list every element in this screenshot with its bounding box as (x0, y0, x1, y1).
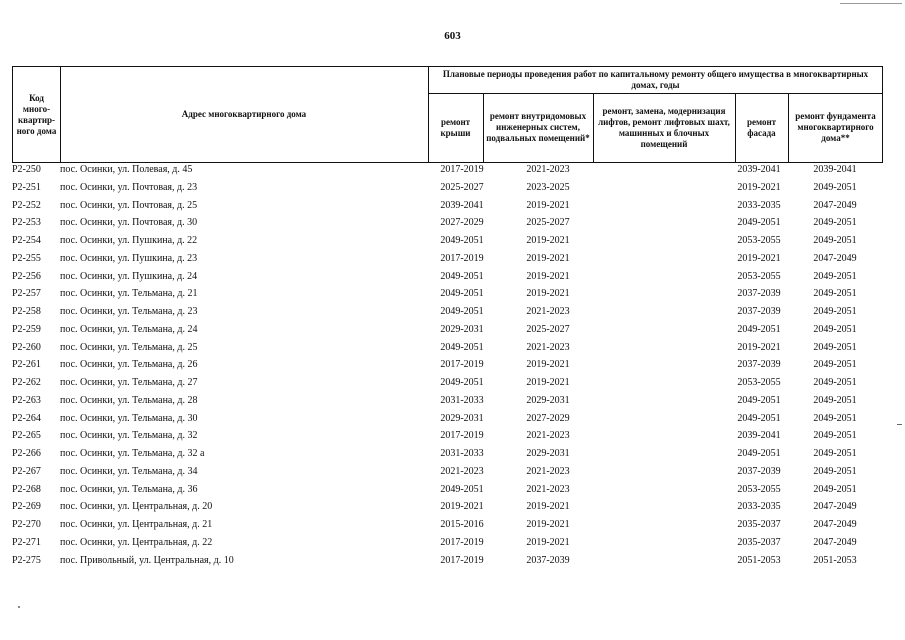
table-row (12, 358, 883, 376)
cell-address: пос. Привольный, ул. Центральная, д. 10 (60, 554, 234, 566)
cell-facade: 2037-2039 (737, 288, 781, 300)
cell-code: Р2-265 (12, 430, 41, 442)
table-body (12, 163, 883, 571)
cell-foundation: 2039-2041 (813, 164, 857, 175)
cell-address: пос. Осинки, ул. Пушкина, д. 24 (60, 270, 198, 282)
table-row (12, 181, 883, 199)
cell-engineering: 2029-2031 (526, 394, 570, 406)
cell-address: пос. Осинки, ул. Центральная, д. 21 (60, 519, 213, 530)
cell-engineering: 2019-2021 (526, 501, 570, 513)
cell-foundation: 2049-2051 (813, 270, 857, 282)
cell-roof: 2021-2023 (440, 465, 484, 477)
table-row (12, 199, 883, 217)
header-engineering: ремонт внутридомовых инженерных систем, подвальных помещений* (486, 111, 590, 143)
cell-address: пос. Осинки, ул. Тельмана, д. 34 (60, 465, 198, 477)
cell-roof: 2049-2051 (440, 288, 484, 300)
table-row (12, 376, 883, 394)
table-header (12, 66, 883, 163)
cell-code: Р2-269 (12, 501, 41, 513)
cell-roof: 2049-2051 (440, 235, 484, 246)
cell-engineering: 2019-2021 (526, 252, 570, 264)
cell-facade: 2053-2055 (737, 483, 781, 495)
cell-code: Р2-266 (12, 448, 41, 459)
cell-roof: 2017-2019 (440, 554, 484, 566)
cell-code: Р2-271 (12, 536, 41, 548)
cell-foundation: 2049-2051 (813, 394, 857, 406)
cell-facade: 2037-2039 (737, 465, 781, 477)
cell-facade: 2053-2055 (737, 377, 781, 388)
cell-roof: 2017-2019 (440, 430, 484, 442)
cell-foundation: 2049-2051 (813, 430, 857, 442)
cell-address: пос. Осинки, ул. Тельмана, д. 28 (60, 394, 198, 406)
cell-code: Р2-257 (12, 288, 41, 300)
cell-code: Р2-261 (12, 359, 41, 371)
header-roof: ремонт крыши (440, 116, 471, 138)
cell-code: Р2-252 (12, 199, 41, 211)
cell-address: пос. Осинки, ул. Тельмана, д. 32 а (60, 448, 205, 459)
cell-roof: 2015-2016 (440, 519, 484, 530)
cell-facade: 2049-2051 (737, 448, 781, 459)
cell-code: Р2-259 (12, 323, 41, 335)
table-row (12, 465, 883, 483)
cell-engineering: 2025-2027 (526, 323, 570, 335)
header-code: Код много-квартир-ного дома (16, 92, 57, 136)
cell-foundation: 2051-2053 (813, 554, 857, 566)
cell-facade: 2049-2051 (737, 217, 781, 229)
table-row (12, 483, 883, 501)
cell-address: пос. Осинки, ул. Почтовая, д. 25 (60, 199, 198, 211)
cell-engineering: 2019-2021 (526, 288, 570, 300)
top-edge-rule (840, 3, 902, 4)
cell-engineering: 2029-2031 (526, 448, 570, 459)
table-row (12, 163, 883, 181)
header-lifts: ремонт, замена, модернизация лифтов, ремонт лифтовых шахт, машинных и блочных помещений (598, 105, 730, 149)
cell-code: Р2-268 (12, 483, 41, 495)
table-row (12, 270, 883, 288)
cell-foundation: 2049-2051 (813, 465, 857, 477)
cell-facade: 2037-2039 (737, 359, 781, 371)
cell-engineering: 2021-2023 (526, 483, 570, 495)
cell-code: Р2-258 (12, 306, 41, 317)
cell-facade: 2053-2055 (737, 235, 781, 246)
cell-foundation: 2049-2051 (813, 217, 857, 229)
cell-address: пос. Осинки, ул. Центральная, д. 22 (60, 536, 213, 548)
cell-engineering: 2021-2023 (526, 164, 570, 175)
header-foundation: ремонт фундамента многоквартирного дома** (795, 111, 876, 143)
cell-address: пос. Осинки, ул. Тельмана, д. 32 (60, 430, 198, 442)
cell-roof: 2017-2019 (440, 252, 484, 264)
cell-foundation: 2049-2051 (813, 235, 857, 246)
cell-facade: 2019-2021 (737, 252, 781, 264)
cell-roof: 2029-2031 (440, 412, 484, 424)
cell-roof: 2049-2051 (440, 306, 484, 317)
table-row (12, 447, 883, 465)
cell-foundation: 2049-2051 (813, 483, 857, 495)
table-row (12, 500, 883, 518)
table-row (12, 252, 883, 270)
cell-facade: 2049-2051 (737, 394, 781, 406)
header-facade: ремонт фасада (746, 116, 777, 138)
cell-roof: 2027-2029 (440, 217, 484, 229)
cell-roof: 2031-2033 (440, 448, 484, 459)
cell-facade: 2053-2055 (737, 270, 781, 282)
cell-foundation: 2049-2051 (813, 448, 857, 459)
cell-code: Р2-255 (12, 252, 41, 264)
header-address: Адрес многоквартирного дома (181, 109, 307, 119)
cell-address: пос. Осинки, ул. Тельмана, д. 24 (60, 323, 198, 335)
table-row (12, 394, 883, 412)
cell-address: пос. Осинки, ул. Тельмана, д. 23 (60, 306, 198, 317)
cell-code: Р2-263 (12, 394, 41, 406)
cell-engineering: 2021-2023 (526, 430, 570, 442)
cell-facade: 2049-2051 (737, 323, 781, 335)
cell-engineering: 2019-2021 (526, 536, 570, 548)
cell-foundation: 2049-2051 (813, 306, 857, 317)
cell-code: Р2-267 (12, 465, 41, 477)
table-row (12, 429, 883, 447)
cell-facade: 2035-2037 (737, 536, 781, 548)
cell-code: Р2-253 (12, 217, 41, 229)
cell-engineering: 2019-2021 (526, 377, 570, 388)
scan-dot (18, 606, 20, 608)
cell-roof: 2029-2031 (440, 323, 484, 335)
cell-address: пос. Осинки, ул. Тельмана, д. 26 (60, 359, 198, 371)
cell-roof: 2049-2051 (440, 270, 484, 282)
cell-code: Р2-250 (12, 164, 41, 175)
cell-address: пос. Осинки, ул. Центральная, д. 20 (60, 501, 213, 513)
cell-address: пос. Осинки, ул. Почтовая, д. 23 (60, 181, 198, 193)
cell-foundation: 2049-2051 (813, 288, 857, 300)
cell-engineering: 2023-2025 (526, 181, 570, 193)
cell-code: Р2-264 (12, 412, 41, 424)
cell-engineering: 2021-2023 (526, 306, 570, 317)
cell-code: Р2-251 (12, 181, 41, 193)
cell-facade: 2037-2039 (737, 306, 781, 317)
cell-address: пос. Осинки, ул. Полевая, д. 45 (60, 164, 193, 175)
cell-engineering: 2021-2023 (526, 465, 570, 477)
cell-address: пос. Осинки, ул. Тельмана, д. 30 (60, 412, 198, 424)
cell-code: Р2-254 (12, 235, 41, 246)
table-row (12, 305, 883, 323)
cell-address: пос. Осинки, ул. Почтовая, д. 30 (60, 217, 198, 229)
cell-roof: 2025-2027 (440, 181, 484, 193)
table-row (12, 341, 883, 359)
cell-foundation: 2049-2051 (813, 323, 857, 335)
cell-address: пос. Осинки, ул. Тельмана, д. 21 (60, 288, 198, 300)
cell-code: Р2-262 (12, 377, 41, 388)
cell-engineering: 2021-2023 (526, 341, 570, 353)
header-work-periods: Плановые периоды проведения работ по капитальному ремонту общего имущества в многоквартирных домах, годы (442, 69, 869, 90)
table-row (12, 287, 883, 305)
cell-foundation: 2049-2051 (813, 359, 857, 371)
cell-foundation: 2047-2049 (813, 501, 857, 513)
cell-code: Р2-260 (12, 341, 41, 353)
cell-engineering: 2019-2021 (526, 199, 570, 211)
table-row (12, 412, 883, 430)
cell-engineering: 2019-2021 (526, 519, 570, 530)
cell-code: Р2-275 (12, 554, 41, 566)
cell-engineering: 2025-2027 (526, 217, 570, 229)
cell-foundation: 2047-2049 (813, 519, 857, 530)
cell-facade: 2019-2021 (737, 341, 781, 353)
cell-facade: 2033-2035 (737, 501, 781, 513)
table-row (12, 234, 883, 252)
cell-foundation: 2047-2049 (813, 252, 857, 264)
cell-facade: 2033-2035 (737, 199, 781, 211)
cell-facade: 2051-2053 (737, 554, 781, 566)
cell-facade: 2039-2041 (737, 430, 781, 442)
cell-address: пос. Осинки, ул. Пушкина, д. 22 (60, 235, 198, 246)
cell-roof: 2049-2051 (440, 377, 484, 388)
cell-code: Р2-270 (12, 519, 41, 530)
cell-address: пос. Осинки, ул. Пушкина, д. 23 (60, 252, 198, 264)
cell-foundation: 2049-2051 (813, 377, 857, 388)
cell-code: Р2-256 (12, 270, 41, 282)
cell-roof: 2049-2051 (440, 483, 484, 495)
cell-engineering: 2019-2021 (526, 270, 570, 282)
cell-roof: 2031-2033 (440, 394, 484, 406)
margin-mark (897, 424, 902, 425)
cell-foundation: 2047-2049 (813, 536, 857, 548)
cell-facade: 2019-2021 (737, 181, 781, 193)
cell-foundation: 2047-2049 (813, 199, 857, 211)
cell-roof: 2049-2051 (440, 341, 484, 353)
table-row (12, 554, 883, 572)
cell-roof: 2017-2019 (440, 359, 484, 371)
table-row (12, 518, 883, 536)
cell-roof: 2039-2041 (440, 199, 484, 211)
cell-engineering: 2027-2029 (526, 412, 570, 424)
cell-roof: 2017-2019 (440, 536, 484, 548)
cell-facade: 2049-2051 (737, 412, 781, 424)
cell-facade: 2039-2041 (737, 164, 781, 175)
page-number: 603 (444, 30, 461, 42)
cell-engineering: 2037-2039 (526, 554, 570, 566)
table-row (12, 216, 883, 234)
table-row (12, 323, 883, 341)
cell-engineering: 2019-2021 (526, 359, 570, 371)
cell-address: пос. Осинки, ул. Тельмана, д. 36 (60, 483, 198, 495)
cell-address: пос. Осинки, ул. Тельмана, д. 27 (60, 377, 198, 388)
table-row (12, 536, 883, 554)
cell-roof: 2017-2019 (440, 164, 484, 175)
cell-foundation: 2049-2051 (813, 181, 857, 193)
cell-engineering: 2019-2021 (526, 235, 570, 246)
cell-facade: 2035-2037 (737, 519, 781, 530)
cell-address: пос. Осинки, ул. Тельмана, д. 25 (60, 341, 198, 353)
cell-foundation: 2049-2051 (813, 341, 857, 353)
cell-roof: 2019-2021 (440, 501, 484, 513)
cell-foundation: 2049-2051 (813, 412, 857, 424)
